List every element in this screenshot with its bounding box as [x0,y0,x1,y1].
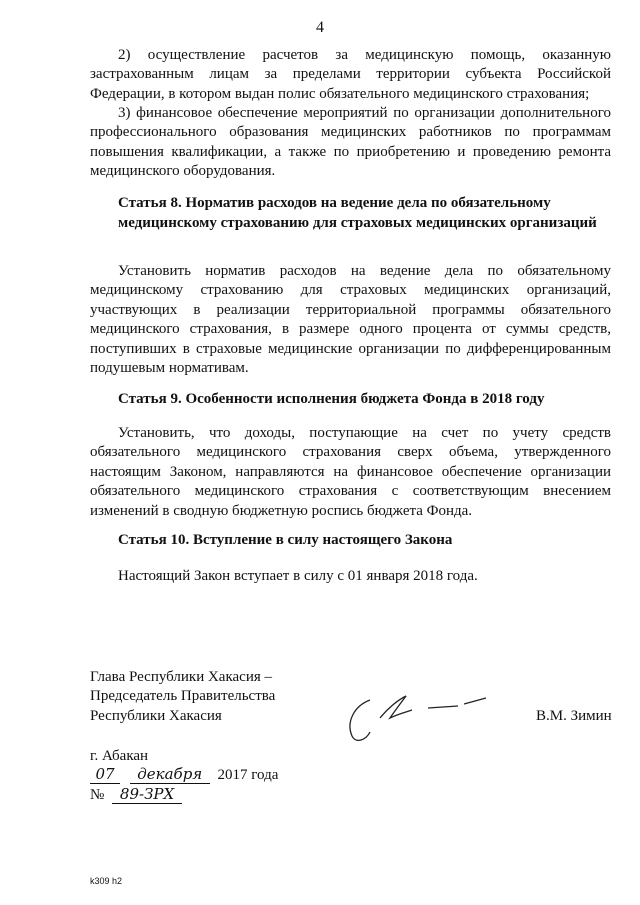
article-9-heading [118,389,618,409]
article-10-body: Настоящий Закон вступает в силу с 01 января 2018 года. [118,568,478,584]
article-8-body: Установить норматив расходов на ведение дела по обязательному медицинскому страхованию для страховых медицинских организаций, участвующих в реализации территориальной программы обязательного медицинского страхования, в размере одного процента от суммы средств, поступивших в страховые медицинские организации по дифференцированным подушевым нормативам. [90,263,611,377]
signing-date [90,765,278,784]
article-8-heading [118,193,618,233]
article-9-body: Установить, что доходы, поступающие на счет по учету средств обязательного медицинского страхования сверх объема, утвержденного настоящим Законом, направляются на финансовое обеспечение организации обязательного медицинского страхования с соответствующим внесением изменений в сводную бюджетную роспись бюджета Фонда. [90,425,611,519]
article-9-title: Особенности исполнения бюджета Фонда в 2018 году [185,391,545,407]
paragraph-item-2: 2) осуществление расчетов за медицинскую помощь, оказанную застрахованным лицам за пределами территории субъекта Российской Федерации, в котором выдан полис обязательного медицинского страхования; [90,47,611,102]
date-month: декабря [130,765,210,784]
article-8-title: Норматив расходов на ведение дела по обязательному медицинскому страхованию для страховых медицинских организаций [118,195,597,231]
article-8-label: Статья 8. [118,195,182,211]
article-10-heading [118,530,618,550]
date-year: 2017 года [217,767,279,783]
signatory-line-3: Республики Хакасия [90,707,222,724]
number-value: 89-ЗРХ [112,785,182,804]
signatory-line-2: Председатель Правительства [90,688,276,705]
place: г. Абакан [90,748,149,764]
page-number: 4 [316,19,324,36]
article-9-label: Статья 9. [118,391,182,407]
date-day: 07 [90,765,120,784]
paragraph-item-3: 3) финансовое обеспечение мероприятий по организации дополнительного профессионального образования медицинских работников по программам повышения квалификации, а также по приобретению и проведению ремонта медицинского оборудования. [90,105,611,180]
number-sign: № [90,787,105,803]
signatory-title [90,668,275,726]
footer-code: k309 h2 [90,876,123,886]
handwritten-signature [340,688,500,748]
article-10-title: Вступление в силу настоящего Закона [192,532,453,548]
signatory-line-1: Глава Республики Хакасия – [90,669,273,685]
signatory-name: В.М. Зимин [536,708,612,724]
law-number [90,785,182,804]
article-10-label: Статья 10. [118,532,190,548]
